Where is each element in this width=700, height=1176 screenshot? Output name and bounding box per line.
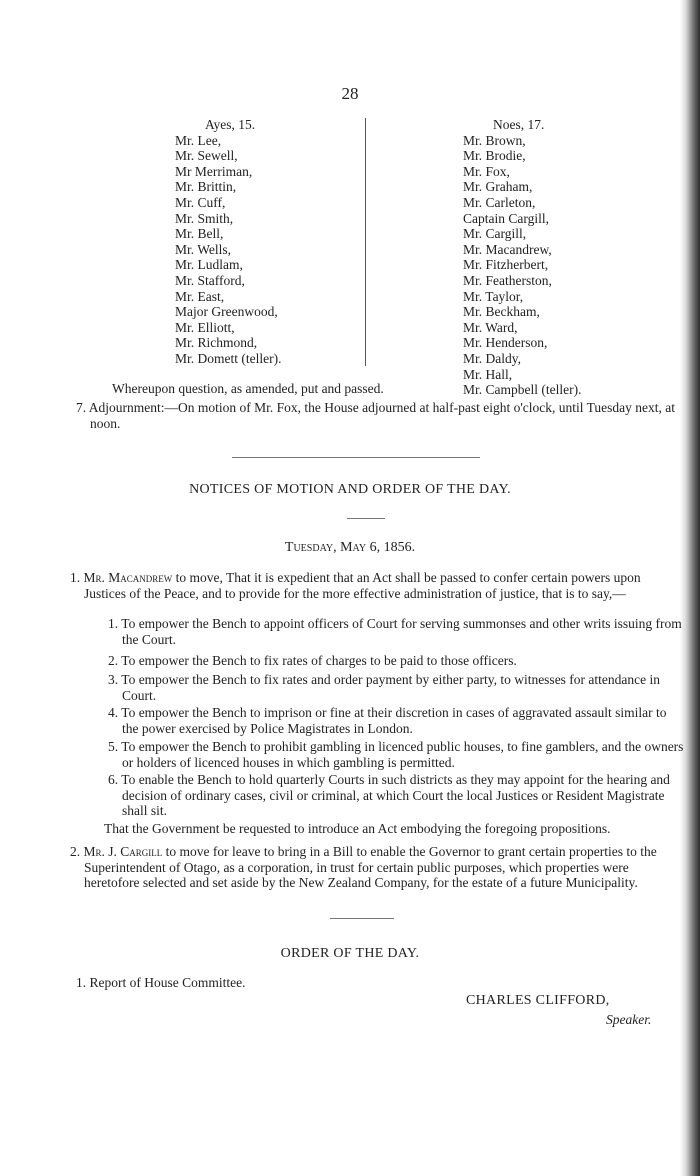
noe-member: Mr. Henderson, — [463, 335, 548, 351]
ayes-column — [175, 117, 355, 367]
noe-member: Mr. Fitzherbert, — [463, 257, 549, 273]
short-rule-2 — [330, 918, 394, 919]
noe-member: Mr. Fox, — [463, 163, 510, 179]
noes-column — [463, 117, 663, 398]
ayes-heading: Ayes, 15. — [205, 117, 256, 132]
order-item-text: Report of House Committee. — [89, 975, 246, 990]
motion-2-number: 2. — [70, 844, 81, 859]
point-text: To empower the Bench to imprison or fine at their discretion in cases of aggravated assault similar to the power exercised by Police Magistrates in London. — [121, 705, 667, 736]
point-text: To enable the Bench to hold quarterly Courts in such districts as they may appoint for the hearing and decision of ordinary cases, civil or criminal, at which Court the local Justices or Resident Magistrate shall sit. — [121, 772, 670, 818]
whereupon-line: Whereupon question, as amended, put and passed. — [112, 381, 384, 396]
noe-member: Mr. Macandrew, — [463, 241, 552, 257]
aye-member: Mr. Cuff, — [175, 194, 226, 210]
aye-member: Mr. Bell, — [175, 226, 224, 242]
aye-member: Mr. Brittin, — [175, 179, 237, 195]
motion-1-point-3 — [108, 672, 684, 703]
point-number: 6. — [108, 772, 119, 787]
motion-1-number: 1. — [70, 570, 81, 585]
aye-member: Mr Merriman, — [175, 163, 253, 179]
adjournment-number: 7. — [76, 400, 87, 415]
motion-1-text: to move, That it is expedient that an Act shall be passed to confer certain powers upon Justices of the Peace, and to provide for the more effective administration of justice, that is to say,— — [84, 570, 641, 601]
point-number: 4. — [108, 705, 119, 720]
point-text: To empower the Bench to fix rates of charges to be paid to those officers. — [121, 653, 517, 668]
point-number: 5. — [108, 739, 119, 754]
aye-member: Mr. East, — [175, 288, 225, 304]
aye-member: Mr. Richmond, — [175, 335, 258, 351]
motion-1-point-6 — [108, 772, 684, 819]
noe-member: Mr. Carleton, — [463, 194, 536, 210]
motion-2-mover: Mr. J. Cargill — [83, 844, 163, 859]
order-item-1 — [76, 975, 245, 991]
point-number: 1. — [108, 616, 119, 631]
aye-member: Mr. Wells, — [175, 241, 232, 257]
noes-heading: Noes, 17. — [493, 117, 545, 132]
date-line: Tuesday, May 6, 1856. — [284, 540, 416, 555]
motion-2-text: to move for leave to bring in a Bill to enable the Governor to grant certain properties to the Superintendent of Otago, as a corporation, in trust for certain public purposes, which properties were heretofore selected and set aside by the New Zealand Company, for the estate of a future Municipality. — [84, 844, 657, 890]
noe-member: Captain Cargill, — [463, 210, 549, 226]
section-rule — [232, 457, 480, 458]
motion-1-mover: Mr. Macandrew — [83, 570, 173, 585]
noe-member: Mr. Featherston, — [463, 272, 552, 288]
ayes-list — [175, 133, 355, 367]
aye-member: Mr. Sewell, — [175, 148, 238, 164]
order-heading: ORDER OF THE DAY. — [280, 946, 420, 961]
point-number: 2. — [108, 653, 119, 668]
order-item-number: 1. — [76, 975, 87, 990]
notices-heading: NOTICES OF MOTION AND ORDER OF THE DAY. — [189, 482, 511, 497]
motion-2 — [70, 844, 684, 891]
noe-member: Mr. Brodie, — [463, 148, 526, 164]
noe-member: Mr. Brown, — [463, 132, 526, 148]
noe-member: Mr. Graham, — [463, 179, 533, 195]
noe-member: Mr. Daldy, — [463, 350, 521, 366]
motion-1-point-2 — [108, 653, 684, 669]
noe-member: Mr. Ward, — [463, 319, 518, 335]
aye-member: Mr. Smith, — [175, 210, 234, 226]
adjournment-entry — [76, 400, 690, 431]
motion-1-point-4 — [108, 705, 684, 736]
point-text: To empower the Bench to prohibit gambling in licenced public houses, to fine gamblers, and the owners or holders of licenced houses in which gambling is permitted. — [121, 739, 684, 770]
noe-member: Mr. Cargill, — [463, 226, 527, 242]
point-text: To empower the Bench to fix rates and order payment by either party, to witnesses for attendance in Court. — [121, 672, 661, 703]
aye-member: Major Greenwood, — [175, 304, 278, 320]
short-rule — [347, 518, 385, 519]
noe-member: Mr. Beckham, — [463, 304, 540, 320]
aye-member: Mr. Lee, — [175, 132, 222, 148]
aye-member: Mr. Stafford, — [175, 272, 245, 288]
motion-1-point-5 — [108, 739, 684, 770]
aye-member: Mr. Domett (teller). — [175, 350, 282, 366]
noe-member: Mr. Taylor, — [463, 288, 524, 304]
aye-member: Mr. Ludlam, — [175, 257, 243, 273]
motion-1 — [70, 570, 684, 601]
motion-1-closing: That the Government be requested to introduce an Act embodying the foregoing propositions. — [104, 821, 611, 836]
noe-member: Mr. Campbell (teller). — [463, 382, 582, 398]
aye-member: Mr. Elliott, — [175, 319, 235, 335]
noes-list — [463, 133, 663, 398]
division-divider — [365, 118, 366, 366]
adjournment-text: Adjournment:—On motion of Mr. Fox, the House adjourned at half-past eight o'clock, until Tuesday next, at noon. — [88, 400, 675, 431]
point-number: 3. — [108, 672, 119, 687]
point-text: To empower the Bench to appoint officers of Court for serving summonses and other writs issuing from the Court. — [121, 616, 682, 647]
page-number: 28 — [341, 84, 359, 103]
noe-member: Mr. Hall, — [463, 366, 513, 382]
signature-title: Speaker. — [606, 1012, 652, 1027]
motion-1-point-1 — [108, 616, 684, 647]
signature-name: CHARLES CLIFFORD, — [466, 993, 610, 1008]
